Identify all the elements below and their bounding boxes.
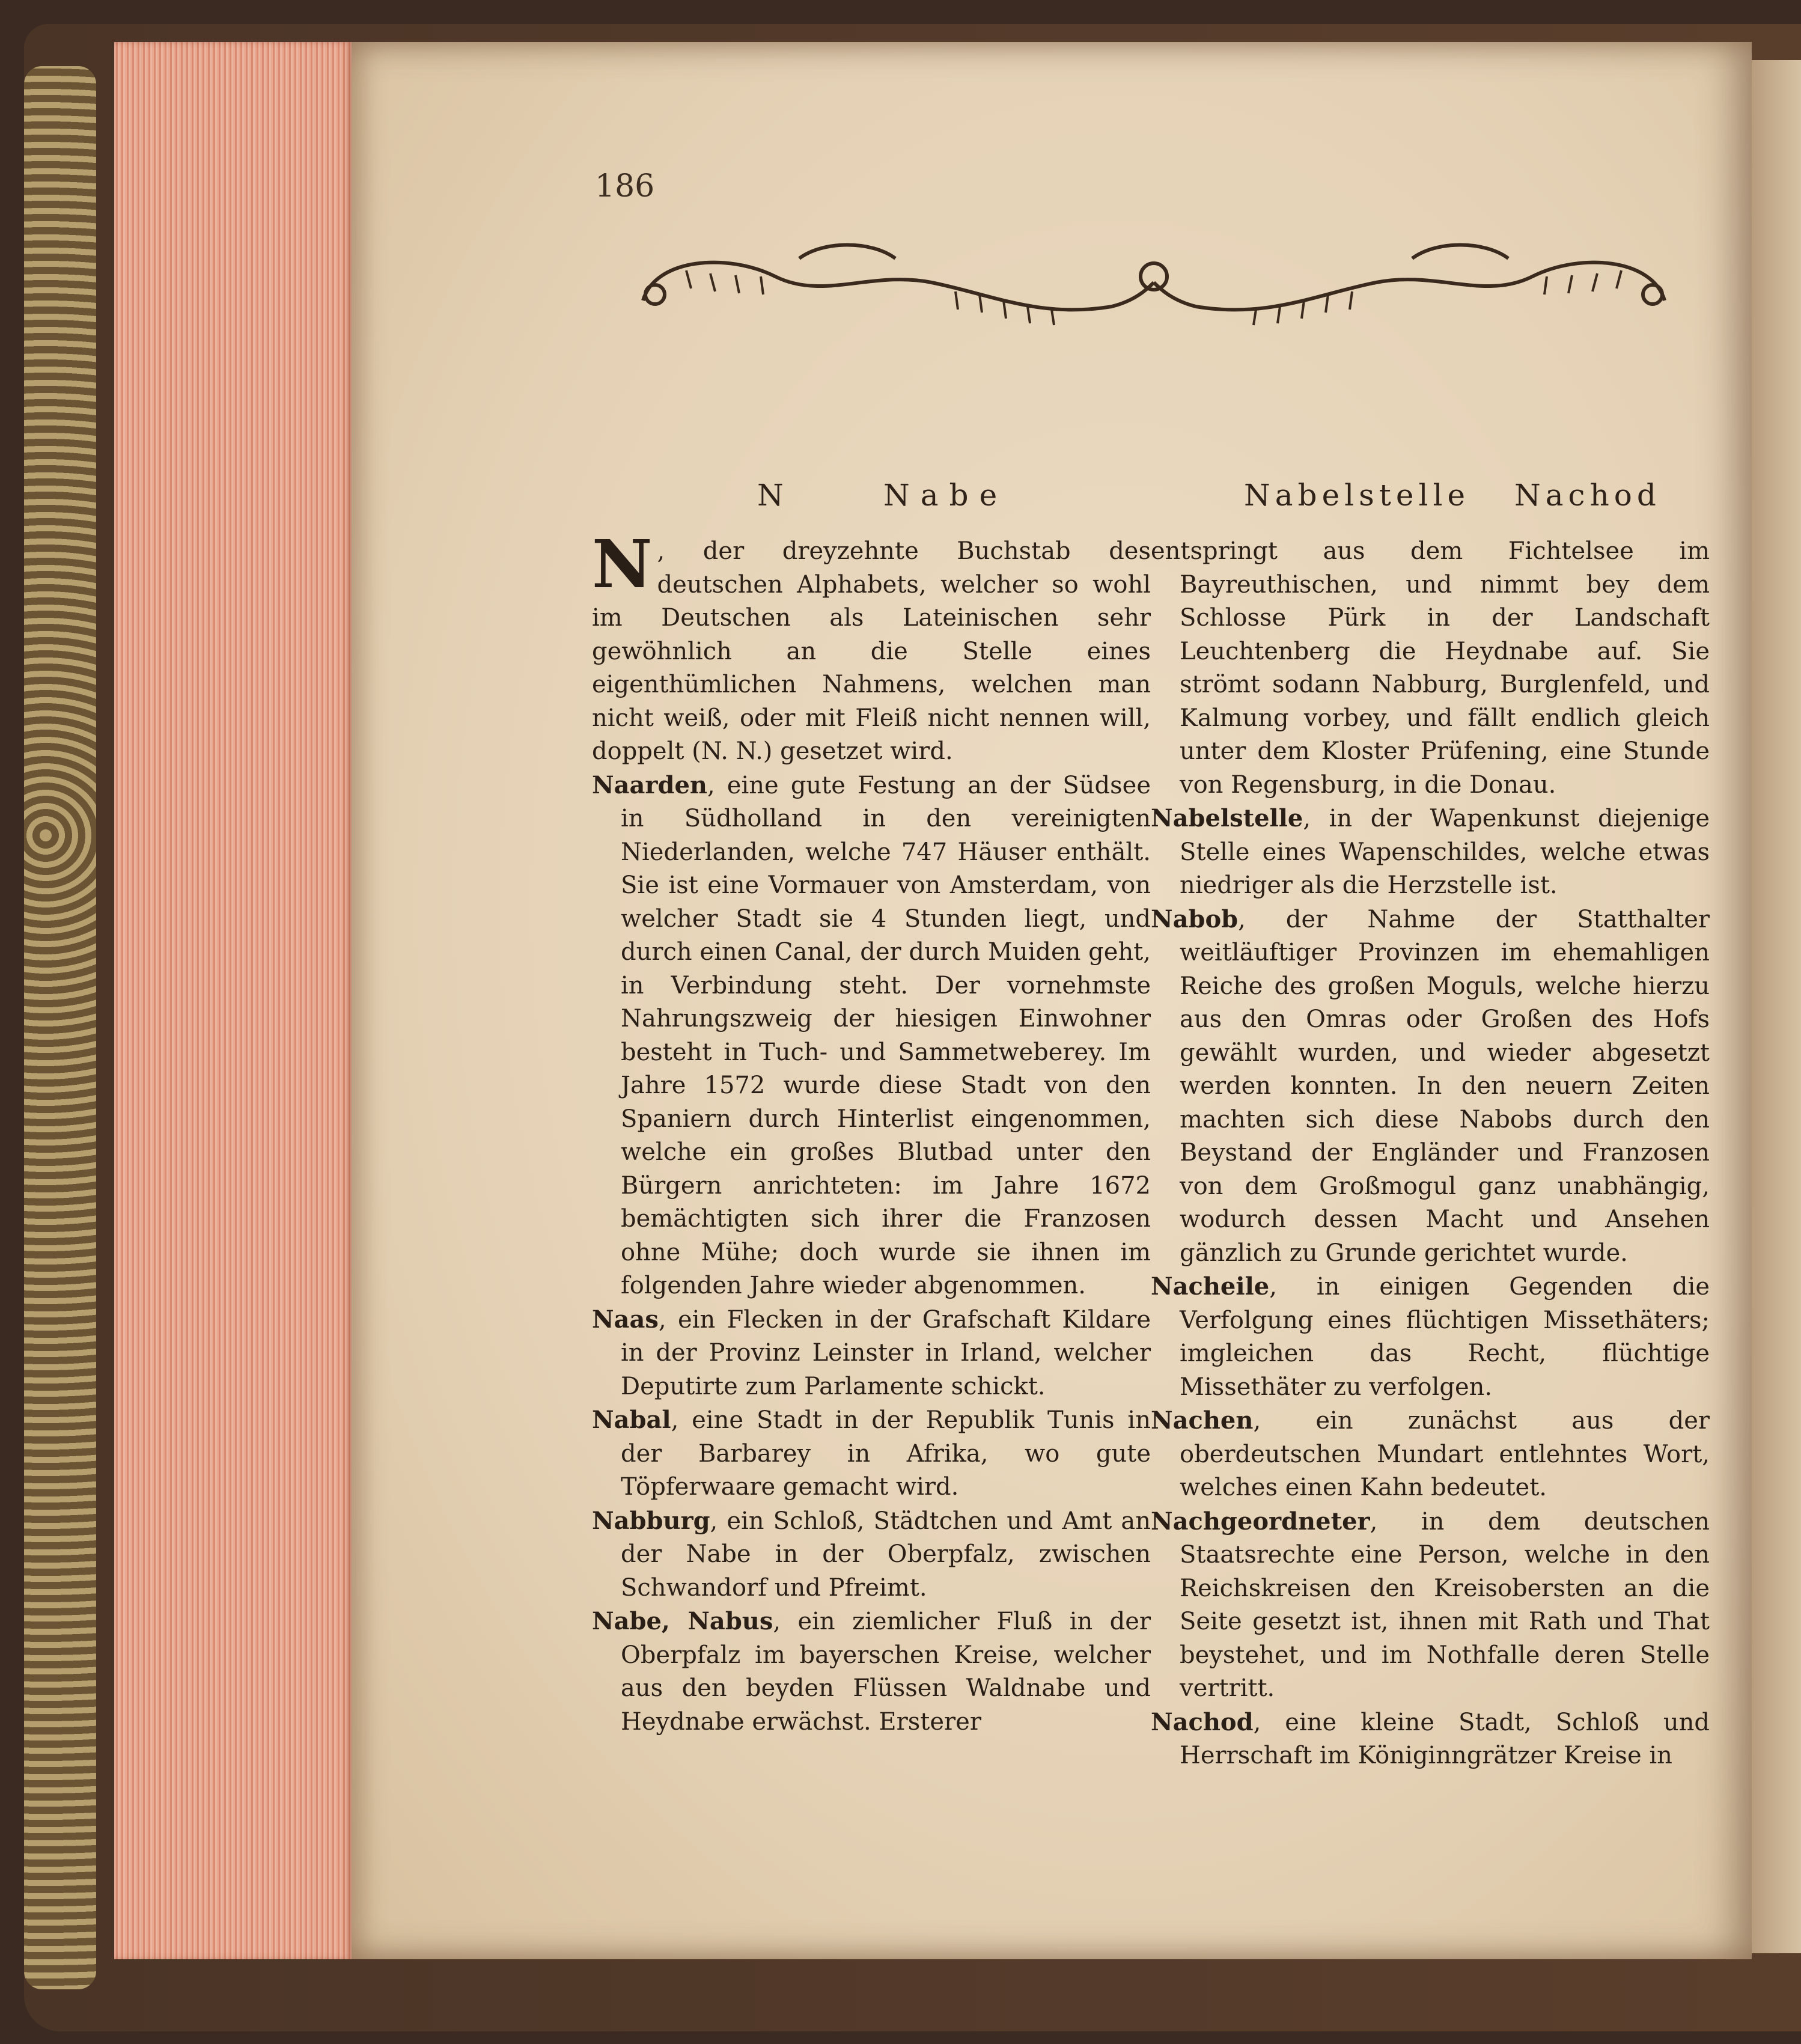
marbled-spine [24, 66, 96, 1989]
entry-text: , in einigen Gegenden die Verfolgung eines flüchtigen Missethäters; imgleichen das Recht, flüchtige Missethäter zu verfolgen. [1180, 1273, 1710, 1401]
right-column [1151, 535, 1710, 1773]
dictionary-entry [1151, 1505, 1710, 1706]
entry-headword: Nachod [1151, 1707, 1254, 1736]
entry-headword: Nachgeordneter [1151, 1507, 1370, 1536]
dictionary-entry [592, 769, 1151, 1303]
entry-text: , ein zunächst aus der oberdeutschen Mundart entlehntes Wort, welches einen Kahn bedeutet. [1180, 1407, 1710, 1501]
dictionary-entry [592, 1403, 1151, 1504]
entry-headword: Nacheile [1151, 1272, 1270, 1301]
drop-cap: N [592, 525, 653, 603]
entry-headword: Nabe, Nabus [592, 1607, 773, 1635]
entry-headword: Naarden [592, 770, 707, 799]
dictionary-entry [1151, 1404, 1710, 1505]
entry-text: , in dem deutschen Staatsrechte eine Person, welche in den Reichskreisen den Kreisobersten an die Seite gesetzt ist, ihnen mit Rath und That beystehet, und im Nothfalle deren Stelle vertritt. [1180, 1507, 1710, 1702]
entry-headword: Nabob [1151, 905, 1239, 933]
header-left-keyword: Nabe [883, 478, 1008, 513]
dictionary-entry [592, 1303, 1151, 1404]
header-right-last-keyword: Nachod [1514, 478, 1661, 513]
entry-text: , eine gute Festung an der Südsee in Südholland in den vereinigten Niederlanden, welche 747 Häuser enthält. Sie ist eine Vormauer von Amsterdam, von welcher Stadt sie 4 Stunden liegt, und durch einen Canal, der durch Muiden geht, in Verbindung steht. Der vornehmste Nahrungszweig der hiesigen Einwohner besteht in Tuch- und Sammetweberey. Im Jahre 1572 wurde diese Stadt von den Spaniern durch Hinterlist eingenommen, welche ein großes Blutbad unter den Bürgern anrichteten: im Jahre 1672 bemächtigten sich ihrer die Franzosen ohne Mühe; doch wurde sie ihnen im folgenden Jahre wieder abgenommen. [621, 771, 1151, 1299]
dictionary-entry-continued [1151, 535, 1710, 802]
entry-text: , ein Flecken in der Grafschaft Kildare in der Provinz Leinster in Irland, welcher Deputirte zum Parlamente schickt. [621, 1305, 1151, 1400]
entry-text: entspringt aus dem Fichtelsee im Bayreuthischen, und nimmt bey dem Schlosse Pürk in der Landschaft Leuchtenberg die Heydnabe auf. Sie strömt sodann Nabburg, Burglenfeld, und Kalmung vorbey, und fällt endlich gleich unter dem Kloster Prüfening, eine Stunde von Regensburg, in die Donau. [1151, 537, 1710, 799]
entry-headword: Nabal [592, 1406, 671, 1434]
dictionary-entry [592, 525, 1151, 769]
facing-page-edge [1752, 60, 1801, 1953]
dictionary-entry [1151, 903, 1710, 1271]
entry-text: , ein Schloß, Städtchen und Amt an der Nabe in der Oberpfalz, zwischen Schwandorf und Pfreimt. [621, 1507, 1151, 1602]
left-column [592, 525, 1151, 1739]
entry-text: , ein ziemlicher Fluß in der Oberpfalz im bayerschen Kreise, welcher aus den beyden Flüssen Waldnabe und Heydnabe erwächst. Ersterer [621, 1608, 1151, 1736]
dictionary-entry [1151, 802, 1710, 903]
page-number: 186 [595, 168, 655, 204]
dictionary-entry [592, 1504, 1151, 1605]
ornament-icon [619, 234, 1689, 343]
header-right-first-keyword: Nabelstelle [1244, 478, 1470, 513]
entry-text: , eine Stadt in der Republik Tunis in der Barbarey in Afrika, wo gute Töpferwaare gemacht wird. [621, 1406, 1151, 1501]
entry-text: , eine kleine Stadt, Schloß und Herrschaft im Königinngrätzer Kreise in [1180, 1708, 1710, 1769]
entry-text: , in der Wapenkunst diejenige Stelle eines Wapenschildes, welche etwas niedriger als die Herzstelle ist. [1180, 805, 1710, 899]
dictionary-entry [1151, 1270, 1710, 1404]
entry-headword: Nachen [1151, 1406, 1254, 1435]
entry-text: , der dreyzehnte Buchstab des deutschen Alphabets, welcher so wohl im Deutschen als Lateinischen sehr gewöhnlich an die Stelle eines eigenthümlichen Nahmens, welchen man nicht weiß, oder mit Fleiß nicht nennen will, doppelt (N. N.) gesetzet wird. [592, 537, 1151, 765]
entry-headword: Nabelstelle [1151, 804, 1303, 832]
entry-headword: Nabburg [592, 1506, 710, 1535]
entry-text: , der Nahme der Statthalter weitläuftiger Provinzen im ehemahligen Reiche des großen Moguls, welche hierzu aus den Omras oder Großen des Hofs gewählt wurden, und wieder abgesetzt werden konnten. In den neuern Zeiten machten sich diese Nabobs durch den Beystand der Engländer und Franzosen von dem Großmogul ganz unabhängig, wodurch dessen Macht und Ansehen gänzlich zu Grunde gerichtet wurde. [1180, 905, 1710, 1267]
dictionary-entry [1151, 1706, 1710, 1773]
header-letter: N [757, 478, 788, 513]
dictionary-entry [592, 1605, 1151, 1739]
page-edges [114, 42, 352, 1959]
entry-headword: Naas [592, 1305, 659, 1334]
